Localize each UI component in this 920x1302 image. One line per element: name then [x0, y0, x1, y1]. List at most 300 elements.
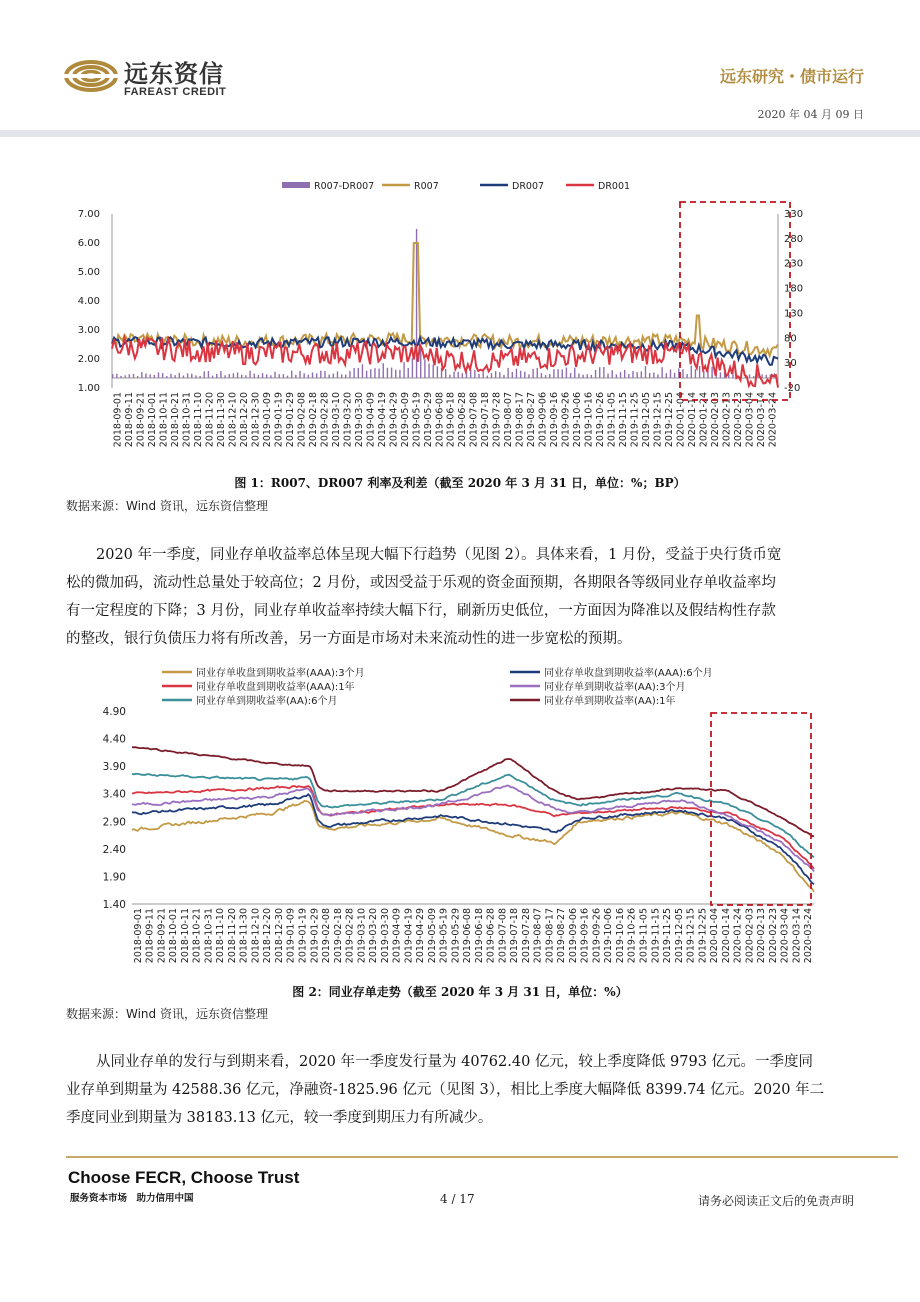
x-tick-label: 2018-10-01 — [168, 908, 180, 964]
r007-dr007-bar — [353, 368, 354, 378]
x-tick-label: 2019-02-08 — [321, 908, 333, 964]
y-tick-label: 4.40 — [102, 733, 126, 746]
figure-1-caption: 图 1：R007、DR007 利率及利差（截至 2020 年 3 月 31 日，单位：%；BP） — [234, 476, 686, 490]
x-tick-label: 2019-09-06 — [537, 392, 549, 448]
x-tick-label: 2019-03-20 — [368, 908, 380, 964]
x-tick-label: 2019-09-16 — [579, 908, 591, 964]
paragraph-2-line: 从同业存单的发行与到期来看，2020 年一季度发行量为 40762.40 亿元，较上季度降低 9793 亿元。一季度同 — [96, 1054, 814, 1070]
x-tick-label: 2019-11-15 — [650, 908, 662, 964]
r007-dr007-bar — [620, 372, 621, 378]
r007-dr007-bar — [682, 369, 683, 378]
r007-dr007-bar — [624, 370, 625, 378]
x-tick-label: 2018-12-30 — [273, 908, 285, 964]
paragraph-2-line: 业存单到期量为 42588.36 亿元，净融资-1825.96 亿元（见图 3），相比上季度大幅降低 8399.74 亿元。2020 年二 — [66, 1082, 825, 1098]
footer — [0, 1150, 920, 1230]
r007-dr007-bar — [216, 374, 217, 378]
x-tick-label: 2019-08-17 — [544, 908, 556, 964]
x-tick-label: 2020-03-24 — [803, 908, 815, 964]
r007-dr007-bar — [578, 374, 579, 378]
r007-dr007-bar — [562, 369, 563, 378]
r007-dr007-bar — [179, 373, 180, 378]
r007-dr007-bar — [399, 370, 400, 378]
r007-dr007-bar — [711, 367, 712, 378]
r007-dr007-bar — [474, 370, 475, 378]
x-tick-label: 2018-09-11 — [124, 392, 136, 448]
x-tick-label: 2019-02-18 — [332, 908, 344, 964]
r007-dr007-bar — [607, 374, 608, 379]
x-tick-label: 2018-09-11 — [144, 908, 156, 964]
x-tick-label: 2018-12-20 — [239, 392, 251, 448]
r007-dr007-bar — [299, 371, 300, 378]
x-tick-label: 2019-07-18 — [509, 908, 521, 964]
r007-dr007-bar — [316, 373, 317, 378]
figure-2 — [60, 660, 860, 980]
x-tick-label: 2019-10-06 — [572, 392, 584, 448]
x-tick-label: 2018-09-21 — [156, 908, 168, 964]
r007-dr007-bar — [328, 375, 329, 379]
x-tick-label: 2020-03-14 — [791, 908, 803, 964]
r007-dr007-bar — [674, 373, 675, 378]
header — [0, 0, 920, 140]
x-tick-label: 2018-10-31 — [181, 392, 193, 448]
r007-dr007-bar — [241, 375, 242, 378]
paragraph-1 — [66, 541, 866, 653]
x-tick-label: 2019-08-07 — [503, 392, 515, 448]
x-tick-label: 2018-10-11 — [179, 908, 191, 964]
r007-dr007-bar — [516, 369, 517, 378]
r007-dr007-bar — [582, 375, 583, 378]
r007-dr007-bar — [495, 371, 496, 378]
r007-dr007-bar — [666, 373, 667, 378]
r007-dr007-bar — [491, 373, 492, 378]
x-tick-label: 2019-01-19 — [297, 908, 309, 964]
r007-dr007-bar — [587, 374, 588, 378]
r007-dr007-bar — [266, 374, 267, 378]
r007-dr007-bar — [312, 372, 313, 378]
r007-dr007-bar — [391, 368, 392, 378]
r007-dr007-bar — [279, 374, 280, 378]
r007-dr007-bar — [199, 376, 200, 378]
footer-slogan: 服务资本市场 助力信用中国 — [70, 1193, 194, 1204]
r007-dr007-bar — [591, 375, 592, 378]
r007-dr007-bar — [408, 368, 409, 378]
paragraph-1-line: 松的微加码，流动性总量处于较高位；2 月份，或因受益于乐观的资金面预期，各期限各等级同业存单收益率均 — [66, 575, 776, 591]
x-tick-label: 2019-06-18 — [473, 908, 485, 964]
r007-dr007-bar — [258, 375, 259, 378]
r007-dr007-bar — [753, 376, 754, 378]
y-tick-label-right: 230 — [784, 258, 804, 270]
x-tick-label: 2018-12-10 — [250, 908, 262, 964]
x-tick-label: 2019-04-29 — [388, 392, 400, 448]
x-tick-label: 2019-10-16 — [583, 392, 595, 448]
r007-dr007-bar — [691, 366, 692, 379]
r007-dr007-bar — [437, 366, 438, 378]
x-tick-label: 2019-12-25 — [697, 908, 709, 964]
x-tick-label: 2020-02-23 — [767, 908, 779, 964]
x-tick-label: 2018-10-11 — [158, 392, 170, 448]
r007-dr007-bar — [308, 375, 309, 378]
figure-2-caption: 图 2：同业存单走势（截至 2020 年 3 月 31 日，单位：%） — [292, 985, 628, 999]
r007-dr007-bar — [383, 363, 384, 378]
r007-dr007-bar — [424, 359, 425, 378]
header-divider — [0, 130, 920, 137]
r007-dr007-bar — [141, 372, 142, 378]
r007-dr007-bar — [599, 367, 600, 378]
disclaimer-note: 请务必阅读正文后的免责声明 — [697, 1194, 854, 1208]
x-tick-label: 2019-06-08 — [434, 392, 446, 448]
r007-dr007-bar — [112, 374, 113, 378]
x-tick-label: 2019-01-29 — [284, 392, 296, 448]
report-date: 2020 年 04 月 09 日 — [757, 108, 864, 121]
r007-dr007-bar — [695, 369, 696, 378]
x-tick-label: 2019-07-08 — [497, 908, 509, 964]
r007-dr007-bar — [237, 373, 238, 379]
logo-english-name: FAREAST CREDIT — [124, 86, 227, 98]
y-tick-label-left: 1.00 — [77, 383, 100, 394]
x-tick-label: 2018-10-01 — [147, 392, 159, 448]
y-tick-label-left: 4.00 — [77, 296, 100, 307]
x-tick-label: 2019-03-30 — [353, 392, 365, 448]
legend-label: 同业存单到期收益率(AA):3个月 — [544, 682, 686, 693]
x-tick-label: 2019-04-19 — [376, 392, 388, 448]
y-tick-label-left: 5.00 — [77, 267, 100, 278]
x-tick-label: 2018-10-21 — [191, 908, 203, 964]
x-tick-label: 2019-07-28 — [491, 392, 503, 448]
x-tick-label: 2019-07-08 — [468, 392, 480, 448]
x-tick-label: 2020-01-04 — [675, 392, 687, 448]
r007-dr007-bar — [349, 371, 350, 378]
r007-dr007-bar — [283, 374, 284, 378]
r007-dr007-bar — [557, 369, 558, 378]
r007-dr007-bar — [520, 371, 521, 378]
r007-dr007-bar — [137, 376, 138, 378]
x-tick-label: 2019-01-09 — [285, 908, 297, 964]
x-tick-label: 2019-02-28 — [344, 908, 356, 964]
r007-dr007-bar — [333, 374, 334, 378]
r007-dr007-bar — [478, 374, 479, 378]
x-tick-label: 2018-09-01 — [132, 908, 144, 964]
r007-dr007-bar — [245, 375, 246, 378]
r007-dr007-bar — [403, 362, 404, 378]
r007-dr007-bar — [528, 374, 529, 378]
r007-dr007-bar — [362, 364, 363, 378]
legend-label: DR001 — [598, 181, 631, 192]
r007-dr007-bar — [657, 374, 658, 378]
r007-dr007-bar — [524, 372, 525, 378]
r007-dr007-bar — [337, 372, 338, 379]
r007-dr007-bar — [636, 372, 637, 378]
legend-label: 同业存单收盘到期收益率(AAA):3个月 — [196, 668, 365, 679]
r007-dr007-bar — [649, 373, 650, 378]
section-title: 远东研究・债市运行 — [719, 67, 864, 86]
x-tick-label: 2019-05-19 — [411, 392, 423, 448]
r007-dr007-bar — [195, 375, 196, 378]
x-tick-label: 2019-03-30 — [379, 908, 391, 964]
r007-dr007-bar — [541, 373, 542, 378]
r007-dr007-bar — [166, 376, 167, 378]
x-tick-label: 2019-06-18 — [445, 392, 457, 448]
r007-dr007-bar — [766, 375, 767, 378]
r007-dr007-bar — [270, 375, 271, 378]
r007-dr007-bar — [212, 376, 213, 378]
y-tick-label-right: 330 — [784, 209, 804, 220]
figure-2-source: 数据来源：Wind 资讯，远东资信整理 — [66, 1007, 268, 1021]
x-tick-label: 2018-09-01 — [112, 392, 124, 448]
y-tick-label-right: 280 — [784, 233, 804, 245]
x-tick-label: 2020-01-24 — [732, 908, 744, 964]
legend-label: R007 — [414, 181, 439, 192]
x-tick-label: 2019-11-15 — [617, 392, 629, 448]
r007-dr007-bar — [433, 365, 434, 378]
x-tick-label: 2019-05-09 — [426, 908, 438, 964]
footer-divider — [66, 1156, 898, 1158]
r007-dr007-bar — [345, 375, 346, 378]
paragraph-1-line: 的整改，银行负债压力将有所改善，另一方面是市场对未来流动性的进一步宽松的预期。 — [66, 631, 632, 647]
r007-dr007-bar — [262, 373, 263, 378]
x-tick-label: 2019-12-05 — [640, 392, 652, 448]
r007-dr007-bar — [616, 374, 617, 378]
x-tick-label: 2020-02-03 — [709, 392, 721, 448]
x-tick-label: 2019-02-08 — [296, 392, 308, 448]
r007-dr007-bar — [124, 375, 125, 378]
paragraph-1-line: 2020 年一季度，同业存单收益率总体呈现大幅下行趋势（见图 2）。具体来看，1 月份，受益于央行货币宽 — [96, 547, 782, 563]
r007-dr007-bar — [158, 372, 159, 378]
x-tick-label: 2019-04-09 — [365, 392, 377, 448]
figure-1 — [60, 172, 860, 472]
logo-chinese-name: 远东资信 — [124, 60, 224, 88]
r007-dr007-bar — [574, 368, 575, 378]
r007-dr007-bar — [274, 372, 275, 378]
legend-label: 同业存单收盘到期收益率(AAA):1年 — [196, 682, 355, 693]
x-tick-label: 2019-01-09 — [262, 392, 274, 448]
x-tick-label: 2019-12-15 — [652, 392, 664, 448]
legend-label: R007-DR007 — [314, 181, 375, 192]
x-tick-label: 2019-03-20 — [342, 392, 354, 448]
r007-dr007-bar — [457, 372, 458, 378]
r007-dr007-bar — [395, 370, 396, 378]
x-tick-label: 2019-10-26 — [626, 908, 638, 964]
r007-dr007-bar — [295, 375, 296, 378]
x-tick-label: 2019-09-26 — [591, 908, 603, 964]
r007-dr007-bar — [761, 374, 762, 378]
x-tick-label: 2019-06-28 — [485, 908, 497, 964]
r007-dr007-bar — [532, 369, 533, 378]
r007-dr007-bar — [229, 374, 230, 378]
r007-dr007-bar — [254, 374, 255, 378]
r007-dr007-bar — [183, 376, 184, 379]
x-tick-label: 2019-06-28 — [457, 392, 469, 448]
x-tick-label: 2019-11-25 — [629, 392, 641, 448]
r007-dr007-bar — [204, 371, 205, 378]
r007-dr007-bar — [449, 375, 450, 378]
r007-dr007-bar — [445, 369, 446, 378]
chart-r007-dr007 — [60, 172, 860, 472]
x-tick-label: 2019-10-06 — [603, 908, 615, 964]
x-tick-label: 2020-02-13 — [721, 392, 733, 448]
x-tick-label: 2018-12-30 — [250, 392, 262, 448]
r007-dr007-bar — [133, 374, 134, 378]
r007-dr007-bar — [370, 369, 371, 378]
x-tick-label: 2019-04-19 — [403, 908, 415, 964]
r007-dr007-bar — [641, 371, 642, 378]
paragraph-1-line: 有一定程度的下降；3 月份，同业存单收益率持续大幅下行，刷新历史低位，一方面因为降准以及假结构性存款 — [66, 603, 776, 619]
x-tick-label: 2020-03-14 — [755, 392, 767, 448]
x-tick-label: 2019-05-09 — [399, 392, 411, 448]
x-tick-label: 2019-05-19 — [438, 908, 450, 964]
legend-label: DR007 — [512, 181, 545, 192]
r007-dr007-bar — [374, 368, 375, 378]
footer-brand: Choose FECR, Choose Trust — [68, 1168, 300, 1187]
x-tick-label: 2018-09-21 — [135, 392, 147, 448]
y-tick-label-right: 80 — [784, 333, 797, 345]
x-tick-label: 2019-05-29 — [450, 908, 462, 964]
r007-dr007-bar — [661, 367, 662, 378]
r007-dr007-bar — [116, 374, 117, 378]
x-tick-label: 2019-11-25 — [662, 908, 674, 964]
r007-dr007-bar — [170, 374, 171, 378]
r007-dr007-bar — [320, 371, 321, 378]
r007-dr007-bar — [145, 373, 146, 378]
r007-dr007-bar — [507, 368, 508, 378]
r007-dr007-bar — [341, 374, 342, 378]
r007-dr007-bar — [358, 368, 359, 378]
r007-dr007-bar — [566, 368, 567, 378]
x-tick-label: 2019-06-08 — [462, 908, 474, 964]
y-tick-label: 2.90 — [102, 816, 126, 829]
logo-icon — [64, 52, 118, 100]
x-tick-label: 2020-02-03 — [744, 908, 756, 964]
r007-dr007-bar — [187, 373, 188, 378]
x-tick-label: 2019-01-19 — [273, 392, 285, 448]
x-tick-label: 2018-11-20 — [226, 908, 238, 964]
r007-dr007-bar — [208, 371, 209, 378]
r007-dr007-bar — [749, 374, 750, 378]
r007-dr007-bar — [174, 375, 175, 378]
series-aa-3m — [132, 786, 814, 872]
x-tick-label: 2019-09-16 — [549, 392, 561, 448]
r007-dr007-bar — [191, 374, 192, 378]
chart-ncd-yields — [60, 660, 860, 980]
r007-dr007-bar — [686, 374, 687, 378]
x-tick-label: 2019-12-15 — [685, 908, 697, 964]
x-tick-label: 2019-03-10 — [330, 392, 342, 448]
x-tick-label: 2019-02-18 — [307, 392, 319, 448]
x-tick-label: 2019-08-07 — [532, 908, 544, 964]
r007-dr007-bar — [499, 372, 500, 378]
r007-dr007-bar — [120, 376, 121, 378]
x-tick-label: 2019-08-27 — [556, 908, 568, 964]
r007-dr007-bar — [129, 374, 130, 378]
r007-dr007-bar — [503, 375, 504, 378]
x-tick-label: 2019-03-10 — [356, 908, 368, 964]
x-tick-label: 2020-03-04 — [744, 392, 756, 448]
r007-dr007-bar — [154, 375, 155, 378]
x-tick-label: 2019-09-06 — [567, 908, 579, 964]
r007-dr007-bar — [570, 373, 571, 378]
x-tick-label: 2018-12-10 — [227, 392, 239, 448]
r007-dr007-bar — [378, 369, 379, 379]
r007-dr007-bar — [549, 374, 550, 378]
r007-dr007-bar — [220, 371, 221, 378]
x-tick-label: 2019-01-29 — [309, 908, 321, 964]
y-tick-label-left: 3.00 — [77, 325, 100, 336]
y-tick-label: 3.90 — [102, 761, 126, 774]
r007-dr007-bar — [645, 366, 646, 378]
r007-dr007-bar — [462, 373, 463, 378]
r007-dr007-bar — [720, 372, 721, 378]
x-tick-label: 2019-12-25 — [663, 392, 675, 448]
r007-dr007-bar — [612, 370, 613, 378]
r007-dr007-bar — [603, 367, 604, 378]
legend-swatch — [282, 182, 310, 188]
r007-dr007-bar — [595, 370, 596, 378]
y-tick-label: 4.90 — [102, 706, 126, 718]
x-tick-label: 2019-11-05 — [638, 908, 650, 964]
r007-dr007-bar — [487, 376, 488, 378]
r007-dr007-bar — [545, 375, 546, 378]
y-tick-label-left: 6.00 — [77, 238, 100, 249]
x-tick-label: 2018-10-31 — [203, 908, 215, 964]
x-tick-label: 2019-11-05 — [606, 392, 618, 448]
x-tick-label: 2019-04-09 — [391, 908, 403, 964]
paragraph-2-line: 季度同业到期量为 38183.13 亿元，较一季度到期压力有所减少。 — [66, 1110, 493, 1126]
x-tick-label: 2019-07-18 — [480, 392, 492, 448]
y-tick-label: 3.40 — [102, 788, 126, 801]
r007-dr007-bar — [553, 369, 554, 378]
x-tick-label: 2018-11-30 — [216, 392, 228, 448]
x-tick-label: 2020-03-04 — [779, 908, 791, 964]
x-tick-label: 2020-01-14 — [720, 908, 732, 964]
r007-dr007-bar — [699, 366, 700, 378]
r007-dr007-bar — [291, 371, 292, 378]
figure-1-source: 数据来源：Wind 资讯，远东资信整理 — [66, 499, 268, 513]
x-tick-label: 2019-10-26 — [595, 392, 607, 448]
y-tick-label-left: 7.00 — [77, 209, 100, 220]
r007-dr007-bar — [428, 363, 429, 378]
y-tick-label-right: -20 — [784, 383, 801, 394]
r007-dr007-bar — [512, 372, 513, 378]
x-tick-label: 2020-02-23 — [732, 392, 744, 448]
r007-dr007-bar — [653, 373, 654, 378]
r007-dr007-bar — [366, 371, 367, 378]
r007-dr007-bar — [249, 371, 250, 378]
r007-dr007-bar — [703, 371, 704, 378]
x-tick-label: 2018-11-10 — [215, 908, 227, 964]
r007-dr007-bar — [670, 369, 671, 378]
x-tick-label: 2020-01-24 — [698, 392, 710, 448]
series-aaa-6m — [132, 794, 814, 884]
y-tick-label-left: 2.00 — [77, 354, 100, 365]
r007-dr007-bar — [628, 374, 629, 378]
x-tick-label: 2019-09-26 — [560, 392, 572, 448]
x-tick-label: 2020-03-24 — [767, 392, 779, 448]
page-number: 4 / 17 — [440, 1192, 475, 1206]
paragraph-2 — [66, 1048, 866, 1132]
x-tick-label: 2020-01-04 — [709, 908, 721, 964]
x-tick-label: 2018-11-10 — [193, 392, 205, 448]
legend-label: 同业存单到期收益率(AA):1年 — [544, 696, 676, 707]
y-tick-label-right: 30 — [784, 358, 797, 370]
x-tick-label: 2018-11-30 — [238, 908, 250, 964]
r007-dr007-bar — [303, 373, 304, 378]
r007-dr007-bar — [162, 373, 163, 378]
x-tick-label: 2019-05-29 — [422, 392, 434, 448]
x-tick-label: 2019-08-17 — [514, 392, 526, 448]
y-tick-label-right: 130 — [784, 308, 804, 320]
x-tick-label: 2019-10-16 — [614, 908, 626, 964]
r007-dr007-bar — [537, 368, 538, 378]
r007-dr007-bar — [287, 376, 288, 378]
